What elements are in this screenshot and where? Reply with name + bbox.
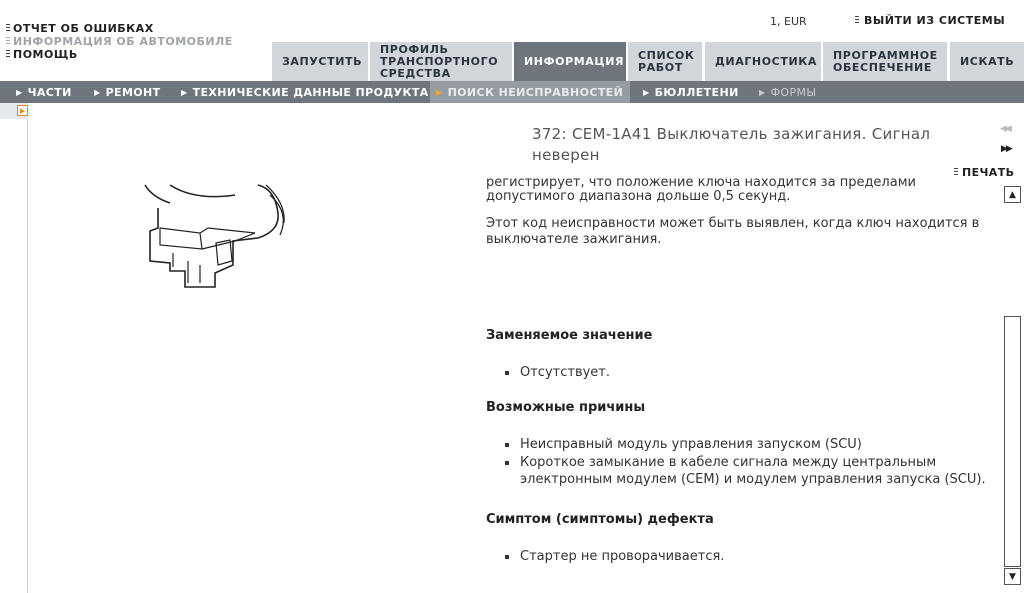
left-panel (0, 103, 28, 593)
list-item: Неисправный модуль управления запуском (SCU) (480, 436, 995, 453)
scrollbar-thumb[interactable] (1004, 316, 1021, 567)
tab-label: СПИСОК РАБОТ (638, 48, 695, 74)
subnav-forms[interactable] (753, 81, 823, 103)
tab-start[interactable] (272, 42, 368, 81)
list-item: Отсутствует. (480, 364, 995, 381)
tab-diagnostics[interactable] (705, 42, 821, 81)
scroll-up-icon[interactable]: ▲ (1004, 186, 1021, 203)
subnav-bulletins[interactable] (637, 81, 745, 103)
vehicle-info-link[interactable] (6, 35, 233, 48)
tab-vehicle-profile[interactable] (370, 42, 512, 81)
help-label: ПОМОЩЬ (13, 48, 78, 61)
section-heading-causes: Возможные причины (486, 400, 646, 415)
tab-label: ПРОФИЛЬ ТРАНСПОРТНОГО СРЕДСТВА (380, 42, 499, 80)
tab-label: ДИАГНОСТИКА (715, 54, 817, 68)
logout-link[interactable] (855, 14, 1005, 27)
subnav-repair[interactable] (88, 81, 167, 103)
dots-icon (6, 37, 10, 46)
document-content (480, 175, 1002, 587)
paragraph-2: Этот код неисправности может быть выявлен, когда ключ находится в выключателе зажигания. (486, 216, 980, 247)
logout-label: ВЫЙТИ ИЗ СИСТЕМЫ (864, 14, 1006, 27)
subnav-label: ПОИСК НЕИСПРАВНОСТЕЙ (447, 85, 624, 99)
scroll-down-icon[interactable]: ▼ (1004, 568, 1021, 585)
section-heading-symptoms: Симптом (симптомы) дефекта (486, 512, 714, 527)
partial-text-line: регистрирует, что положение ключа находится за пределами (486, 175, 916, 190)
expand-panel-icon[interactable]: ▶ (17, 105, 28, 116)
dots-icon (855, 16, 859, 25)
tab-label: ЗАПУСТИТЬ (282, 54, 363, 68)
paragraph-1: допустимого диапазона дольше 0,5 секунд. (486, 189, 791, 204)
arrow-right-icon: ▶ (94, 87, 101, 97)
subnav-troubleshooting[interactable] (430, 81, 630, 103)
previous-page-icon[interactable]: ◀◀ (1000, 124, 1010, 134)
report-error-label: ОТЧЕТ ОБ ОШИБКАХ (13, 22, 154, 35)
section-heading-replacement: Заменяемое значение (486, 328, 653, 343)
list-item: Стартер не проворачивается. (480, 548, 995, 565)
subnav-label: РЕМОНТ (105, 85, 161, 99)
dots-icon (6, 50, 10, 59)
arrow-right-icon: ▶ (759, 87, 766, 97)
subnav-label: ТЕХНИЧЕСКИЕ ДАННЫЕ ПРОДУКТА (192, 85, 429, 99)
next-page-icon[interactable]: ▶▶ (1001, 144, 1011, 154)
subnav-label: БЮЛЛЕТЕНИ (654, 85, 739, 99)
report-error-link[interactable] (6, 22, 154, 35)
arrow-right-icon: ▶ (181, 87, 188, 97)
tab-search[interactable] (950, 42, 1024, 81)
arrow-right-icon: ▶ (436, 87, 443, 97)
tab-label: ИСКАТЬ (960, 54, 1015, 68)
subnav-label: ЧАСТИ (27, 85, 72, 99)
arrow-right-icon: ▶ (643, 87, 650, 97)
list-item: Короткое замыкание в кабеле сигнала между центральным электронным модулем (CEM) и модулем управления запуска (SCU). (480, 454, 995, 488)
subnav-parts[interactable] (10, 81, 78, 103)
vehicle-info-label: ИНФОРМАЦИЯ ОБ АВТОМОБИЛЕ (13, 35, 233, 48)
ignition-switch-illustration (140, 183, 330, 298)
subnav-label: ФОРМЫ (770, 85, 817, 99)
tab-software[interactable] (823, 42, 947, 81)
subnav-tech-data[interactable] (175, 81, 435, 103)
arrow-right-icon: ▶ (16, 87, 23, 97)
currency-label: 1, EUR (770, 15, 807, 28)
tab-work-list[interactable] (628, 42, 702, 81)
dots-icon (6, 24, 10, 33)
tab-information[interactable] (514, 42, 626, 81)
tab-label: ИНФОРМАЦИЯ (524, 54, 625, 68)
document-title: 372: CEM-1A41 Выключатель зажигания. Сигнал неверен (532, 125, 931, 164)
tab-label: ПРОГРАММНОЕ ОБЕСПЕЧЕНИЕ (833, 48, 938, 74)
help-link[interactable] (6, 48, 78, 61)
print-label: ПЕЧАТЬ (962, 166, 1015, 179)
